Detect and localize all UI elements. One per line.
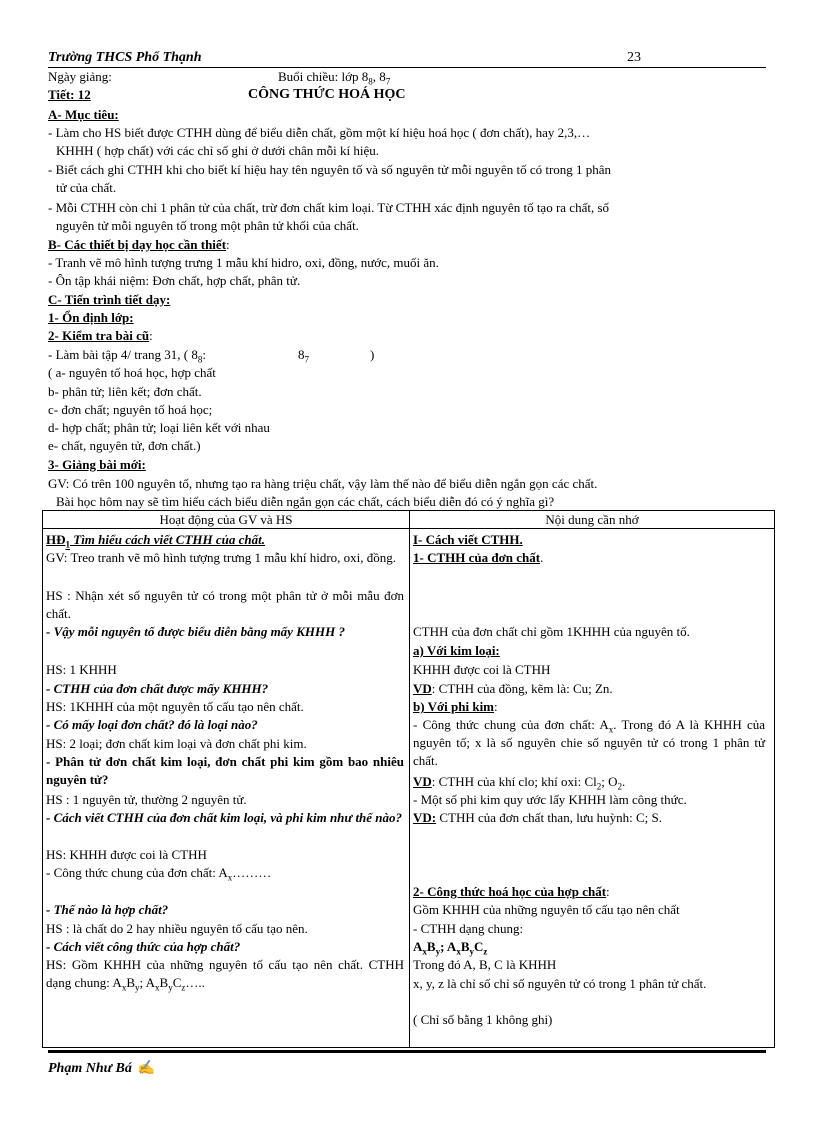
content-text: - Công thức chung của đơn chất: $A_x$. Trong đó A là KHHH của nguyên tố; x là số nguyên chie số nguyên tử có trong 1 phân tử chất.	[413, 717, 765, 768]
step-1: 1- Ổn định lớp:	[48, 310, 134, 325]
lesson-title: CÔNG THỨC HOÁ HỌC	[248, 87, 406, 102]
activity-heading: $HĐ_1$ Tìm hiểu cách viết CTHH của chất.	[46, 532, 265, 550]
content-subheading: b) Với phi kim:	[413, 699, 498, 714]
pen-icon: ✍	[137, 1061, 156, 1076]
session-info: Buổi chiều: lớp $8_8$, $8_7$	[278, 69, 391, 87]
lesson-label: Tiết: 12	[48, 87, 91, 102]
objective-item: - Làm cho HS biết được CTHH dùng để biểu diễn chất, gồm một kí hiệu hoá học ( đơn chất), hay 2,3,…	[48, 125, 591, 140]
answer-item: d- hợp chất; phân tử; loại liên kết với nhau	[48, 420, 270, 435]
content-heading: 2- Công thức hoá học của hợp chất:	[413, 884, 610, 899]
step-3: 3- Giảng bài mới:	[48, 457, 146, 472]
content-text: - CTHH dạng chung:	[413, 921, 524, 936]
answer-item: e- chất, nguyên tử, đơn chất.)	[48, 438, 201, 453]
objectives-heading: A- Mục tiêu:	[48, 107, 119, 122]
footer-rule	[48, 1050, 766, 1053]
objective-item: nguyên tử mỗi nguyên tố trong một phân tử khối của chất.	[56, 218, 359, 233]
intro-line: GV: Có trên 100 nguyên tố, nhưng tạo ra hàng triệu chất, vậy làm thế nào để biểu diễn ngắn gọn các chất.	[48, 476, 598, 491]
process-heading: C- Tiến trình tiết dạy:	[48, 292, 171, 307]
content-heading: 1- CTHH của đơn chất.	[413, 550, 544, 565]
content-text: - Một số phi kim quy ước lấy KHHH làm công thức.	[413, 792, 687, 807]
objective-item: KHHH ( hợp chất) với các chỉ số ghi ở dưới chân mỗi kí hiệu.	[56, 143, 380, 158]
intro-line: Bài học hôm nay sẽ tìm hiểu cách biểu diễn ngắn gọn các chất, cách biểu diễn đó có ý nghĩa gì?	[56, 494, 555, 509]
activity-text: GV: Treo tranh vẽ mô hình tượng trưng 1 mẫu khí hidro, oxi, đồng.	[46, 550, 397, 565]
content-heading: I- Cách viết CTHH.	[413, 532, 523, 547]
homework-line: - Làm bài tập 4/ trang 31, ( $8_8$: $8_7$ )	[48, 347, 375, 365]
content-text: KHHH được coi là CTHH	[413, 662, 551, 677]
activity-answer: HS : 1 nguyên tử, thường 2 nguyên tử.	[46, 792, 247, 807]
activity-question: - Cách viết CTHH của đơn chất kim loại, và phi kim như thế nào?	[46, 810, 403, 825]
activity-question: - Vậy mỗi nguyên tố được biểu diễn bằng mấy KHHH ?	[46, 624, 345, 639]
activities-cell	[43, 529, 410, 1048]
content-text: x, y, z là chỉ số chỉ số nguyên tử có trong 1 phân tử chất.	[413, 976, 707, 991]
answer-item: ( a- nguyên tố hoá học, hợp chất	[48, 365, 216, 380]
date-label: Ngày giảng:	[48, 69, 112, 84]
content-example: VD: CTHH của khí clo; khí oxi: $Cl_2$; $O_2$.	[413, 774, 626, 792]
page-footer	[48, 1060, 155, 1078]
activity-question: - Thế nào là hợp chất?	[46, 902, 169, 917]
objective-item: - Biết cách ghi CTHH khi cho biết kí hiệu hay tên nguyên tố và số nguyên tử mỗi nguyên tố có trong 1 phân	[48, 162, 612, 177]
author-name: Phạm Như Bá	[48, 1061, 132, 1076]
equipment-item: - Tranh vẽ mô hình tượng trưng 1 mẫu khí hidro, oxi, đồng, nước, muối ăn.	[48, 255, 439, 270]
content-cell	[410, 529, 775, 1048]
activity-answer: HS: 1 KHHH	[46, 662, 117, 677]
activity-answer: HS: KHHH được coi là CTHH	[46, 847, 207, 862]
content-subheading: a) Với kim loại:	[413, 643, 500, 658]
activity-answer: HS: 2 loại; đơn chất kim loại và đơn chất phi kim.	[46, 736, 307, 751]
col-header-content: Nội dung cần nhớ	[410, 511, 775, 529]
activity-question: - CTHH của đơn chất được mấy KHHH?	[46, 681, 269, 696]
activity-question: - Phân tử đơn chất kim loại, đơn chất phi kim gồm bao nhiêu nguyên tử?	[46, 754, 404, 787]
date-line	[48, 68, 768, 86]
equipment-item: - Ôn tập khái niệm: Đơn chất, hợp chất, phân tử.	[48, 273, 301, 288]
answer-item: b- phân tử; liên kết; đơn chất.	[48, 384, 202, 399]
activity-text: HS : Nhận xét số nguyên tử có trong một phân tử ở mỗi mẫu đơn chất.	[46, 588, 404, 621]
content-text: ( Chỉ số bằng 1 không ghi)	[413, 1012, 553, 1027]
activity-question: - Có mấy loại đơn chất? đó là loại nào?	[46, 717, 258, 732]
content-text: Gồm KHHH của những nguyên tố cấu tạo nên chất	[413, 902, 680, 917]
activity-answer: HS: 1KHHH của một nguyên tố cấu tạo nên chất.	[46, 699, 304, 714]
content-text: CTHH của đơn chất chỉ gồm 1KHHH của nguyên tố.	[413, 624, 690, 639]
activity-question: - Cách viết công thức của hợp chất?	[46, 939, 241, 954]
school-name: Trường THCS Phổ Thạnh	[48, 50, 202, 65]
activity-answer: HS: Gồm KHHH của những nguyên tố cấu tạo nên chất. CTHH dạng chung: $A_xB_y$; $A_xB_yC_z\dots$..	[46, 957, 404, 993]
content-formula: $A_xB_y$; $A_xB_yC_z$	[413, 939, 488, 957]
activity-answer: HS : là chất do 2 hay nhiều nguyên tố cấu tạo nên.	[46, 921, 308, 936]
objective-item: tử của chất.	[56, 180, 117, 195]
page-number: 23	[627, 50, 641, 65]
col-header-activities: Hoạt động của GV và HS	[43, 511, 410, 529]
equipment-heading: B- Các thiết bị dạy học cần thiết:	[48, 237, 230, 252]
step-2: 2- Kiểm tra bài cũ:	[48, 328, 153, 343]
content-example: VD: CTHH của đồng, kẽm là: Cu; Zn.	[413, 681, 613, 696]
content-text: Trong đó A, B, C là KHHH	[413, 957, 557, 972]
activity-answer: - Công thức chung của đơn chất: $A_x\dots\dots\dots$	[46, 865, 272, 883]
lesson-table	[42, 510, 775, 1048]
page-header	[48, 48, 766, 68]
content-example: VD: CTHH của đơn chất than, lưu huỳnh: C; S.	[413, 810, 662, 825]
objective-item: - Mỗi CTHH còn chỉ 1 phân tử của chất, trừ đơn chất kim loại. Từ CTHH xác định nguyên tố tạo ra chất, số	[48, 200, 610, 215]
answer-item: c- đơn chất; nguyên tố hoá học;	[48, 402, 213, 417]
